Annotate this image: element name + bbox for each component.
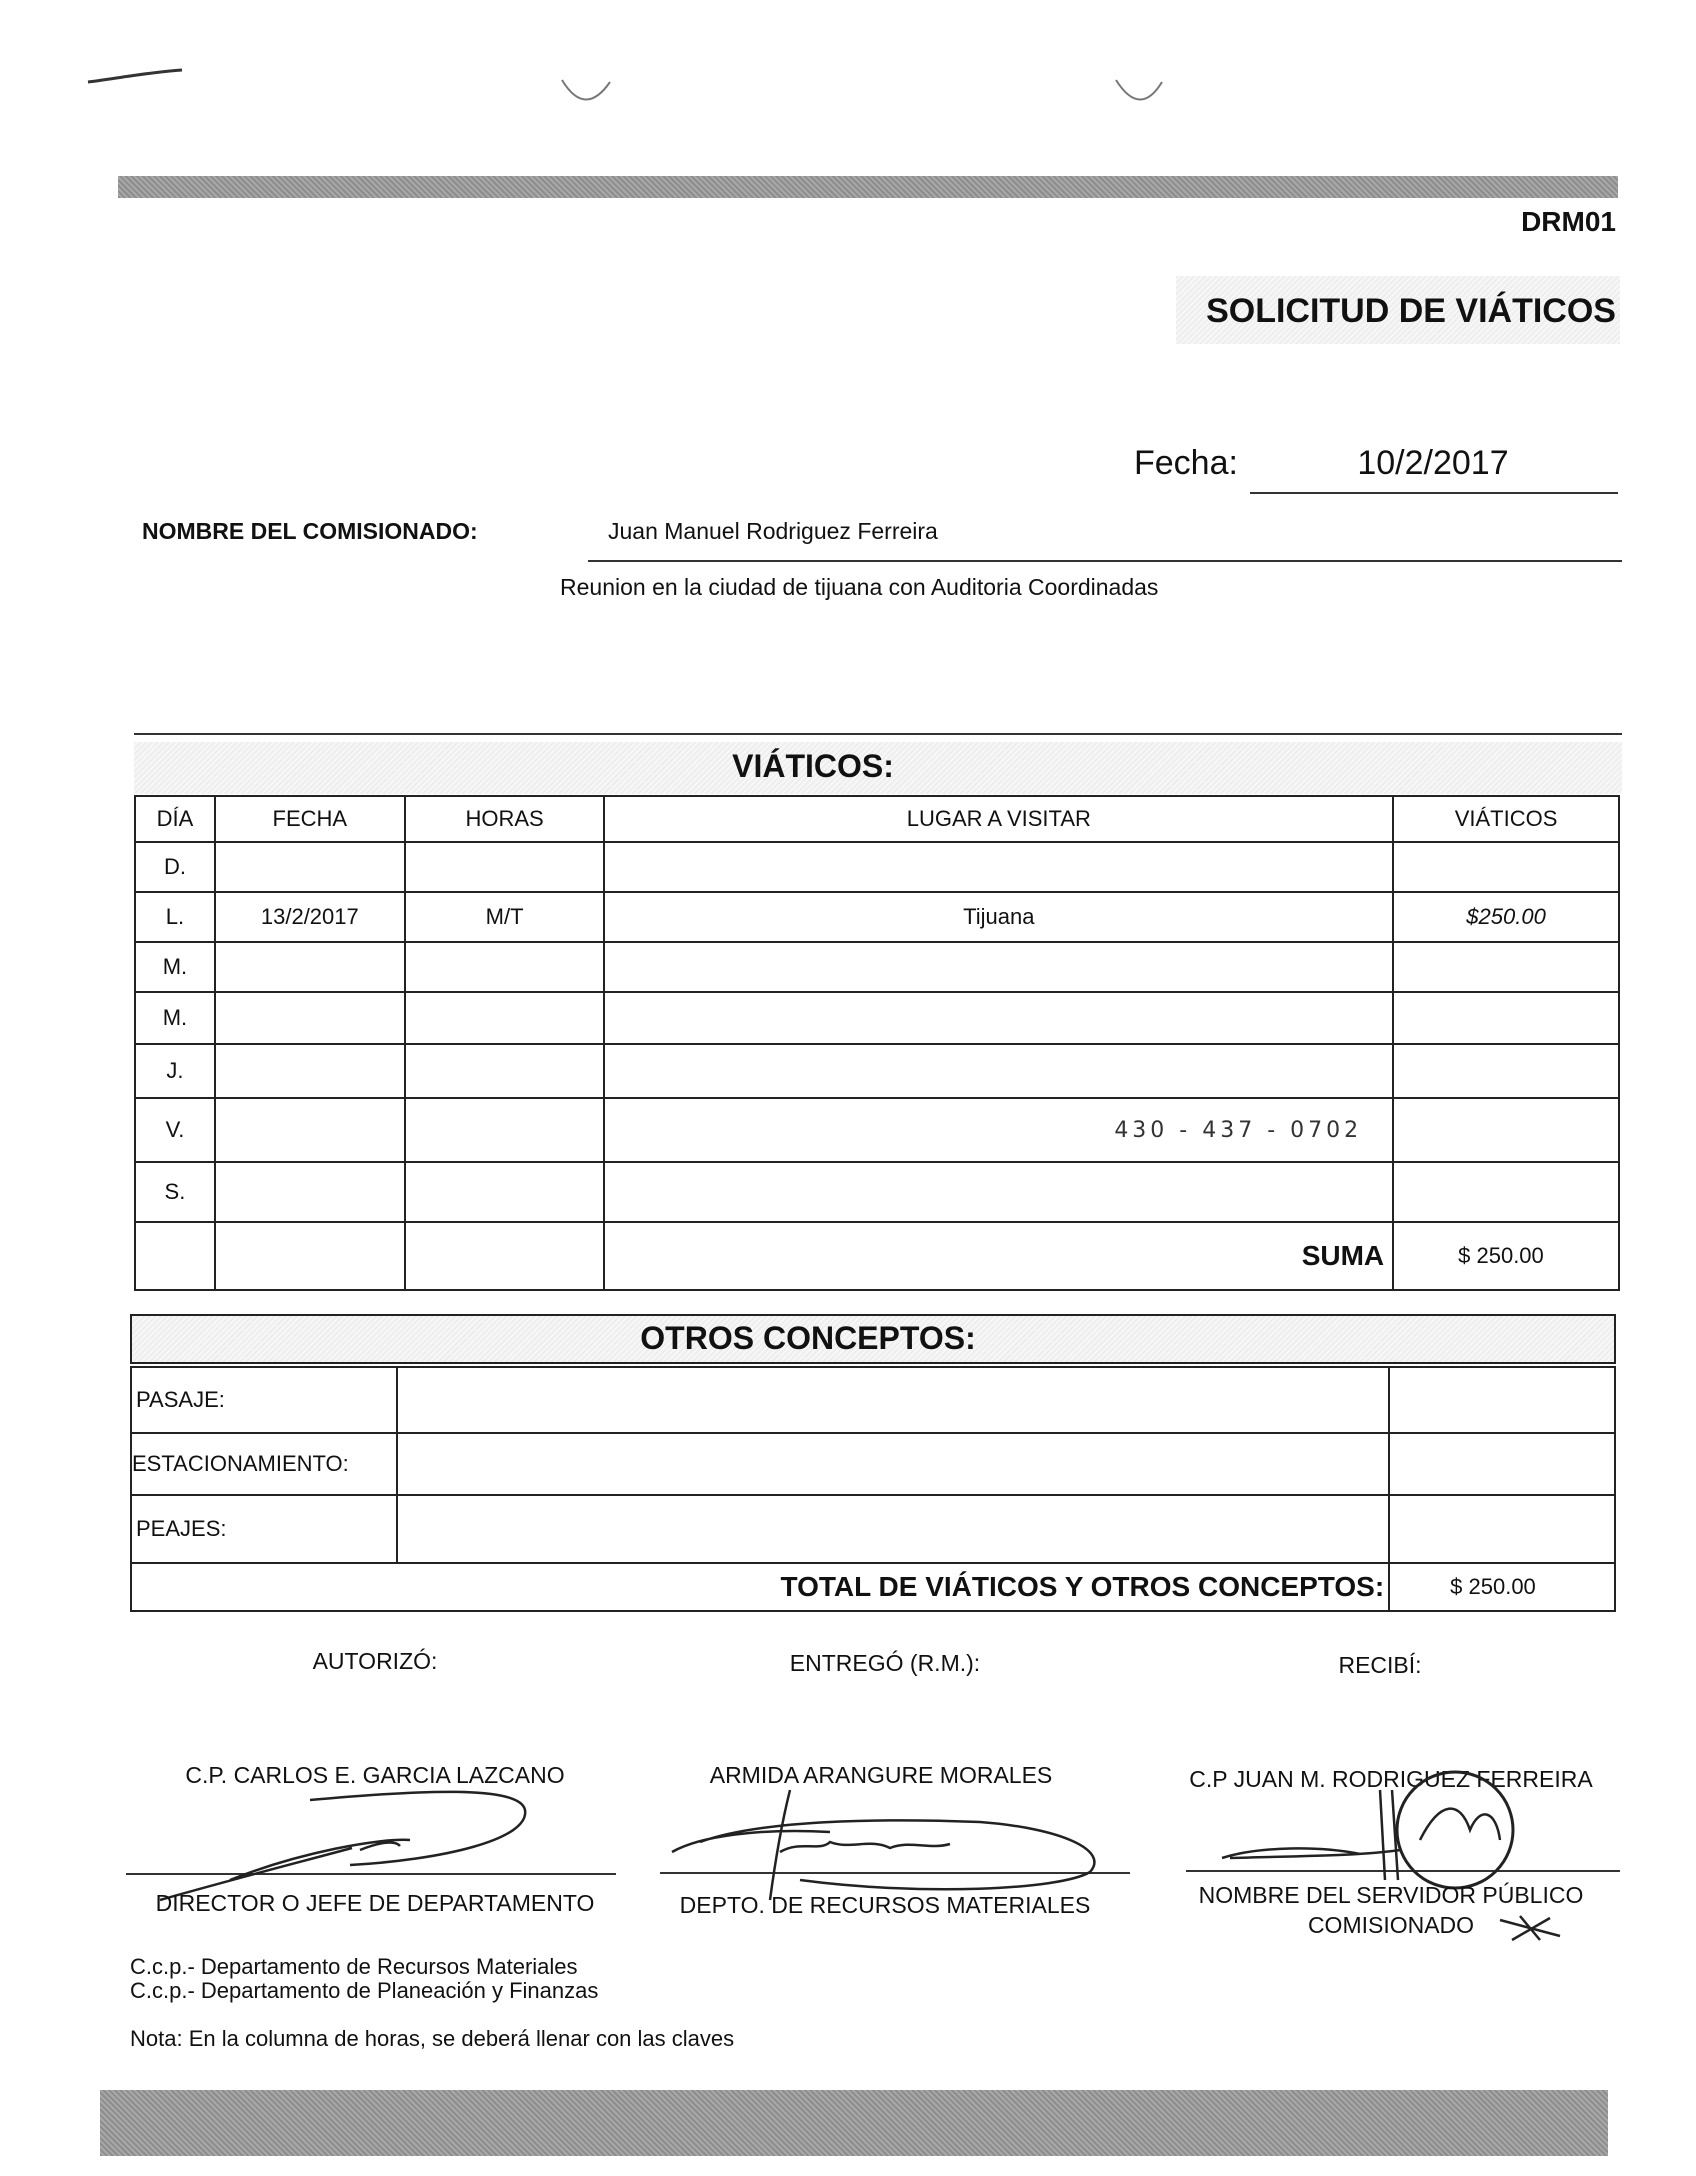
col-lugar: LUGAR A VISITAR — [604, 796, 1393, 842]
entrego-label: ENTREGÓ (R.M.): — [789, 1650, 981, 1676]
recibi-role-line1: NOMBRE DEL SERVIDOR PÚBLICO — [1198, 1882, 1584, 1908]
ccp-recursos-materiales: C.c.p.- Departamento de Recursos Materiales — [130, 1954, 578, 1979]
motivo-text: Reunion en la ciudad de tijuana con Auditoria Coordinadas — [560, 574, 1159, 600]
peajes-label: PEAJES: — [131, 1495, 397, 1563]
col-dia: DÍA — [135, 796, 215, 842]
dia-cell: D. — [135, 842, 215, 892]
bottom-band — [100, 2090, 1608, 2156]
dia-cell: S. — [135, 1162, 215, 1222]
otros-title: OTROS CONCEPTOS: — [640, 1320, 976, 1356]
suma-label: SUMA — [604, 1222, 1393, 1290]
fecha-label: Fecha: — [1134, 444, 1238, 482]
dia-cell: L. — [135, 892, 215, 942]
entrego-role: DEPTO. DE RECURSOS MATERIALES — [679, 1892, 1091, 1918]
recibi-name: C.P JUAN M. RODRIGUEZ FERREIRA — [1189, 1766, 1593, 1792]
dia-cell: M. — [135, 992, 215, 1044]
dia-cell: M. — [135, 942, 215, 992]
ccp-planeacion-finanzas: C.c.p.- Departamento de Planeación y Finanzas — [130, 1978, 599, 2003]
signature-autorizo — [160, 1792, 525, 1900]
lugar-cell[interactable]: Tijuana — [604, 892, 1393, 942]
suma-value[interactable]: $ 250.00 — [1393, 1222, 1619, 1290]
viaticos-title: VIÁTICOS: — [732, 748, 894, 784]
recibi-role-line2: COMISIONADO — [1307, 1912, 1475, 1938]
comisionado-label: NOMBRE DEL COMISIONADO: — [142, 518, 478, 544]
estacionamiento-label: ESTACIONAMIENTO: — [131, 1433, 397, 1495]
signature-recibi — [1222, 1790, 1400, 1880]
page-title: SOLICITUD DE VIÁTICOS — [1206, 292, 1616, 330]
horas-cell[interactable]: M/T — [405, 892, 605, 942]
fecha-value: 10/2/2017 — [1357, 444, 1509, 482]
recibi-label: RECIBÍ: — [1338, 1652, 1422, 1678]
autorizo-name: C.P. CARLOS E. GARCIA LAZCANO — [185, 1762, 565, 1788]
total-label: TOTAL DE VIÁTICOS Y OTROS CONCEPTOS: — [131, 1563, 1389, 1611]
handwritten-number[interactable]: 430 - 437 - 0702 — [604, 1098, 1393, 1162]
dia-cell: V. — [135, 1098, 215, 1162]
entrego-name: ARMIDA ARANGURE MORALES — [709, 1762, 1053, 1788]
form-code: DRM01 — [1521, 206, 1616, 237]
stamp-recibi — [1397, 1772, 1513, 1888]
fecha-cell[interactable]: 13/2/2017 — [215, 892, 405, 942]
nota: Nota: En la columna de horas, se deberá llenar con las claves — [130, 2026, 735, 2051]
pasaje-label: PASAJE: — [131, 1367, 397, 1433]
total-value[interactable]: $ 250.00 — [1389, 1563, 1615, 1611]
signature-entrego — [672, 1790, 1094, 1900]
col-viaticos: VIÁTICOS — [1393, 796, 1619, 842]
col-horas: HORAS — [405, 796, 605, 842]
autorizo-role: DIRECTOR O JEFE DE DEPARTAMENTO — [155, 1890, 595, 1916]
autorizo-label: AUTORIZÓ: — [312, 1648, 438, 1674]
dia-cell: J. — [135, 1044, 215, 1098]
viaticos-cell[interactable]: $250.00 — [1393, 892, 1619, 942]
col-fecha: FECHA — [215, 796, 405, 842]
comisionado-name: Juan Manuel Rodriguez Ferreira — [608, 518, 938, 544]
